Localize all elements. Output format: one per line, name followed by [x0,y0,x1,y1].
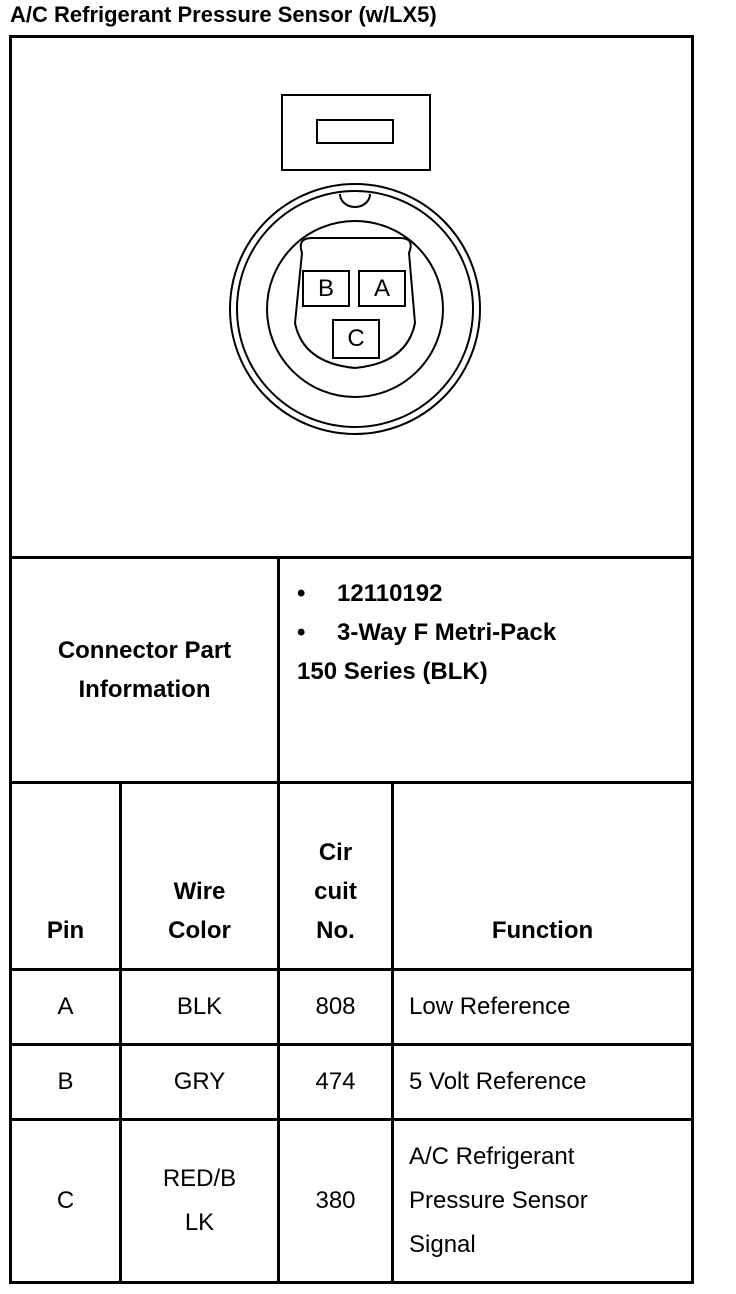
row-a-function-text: Low Reference [409,993,571,1020]
row-a-color-text: BLK [176,993,223,1020]
connector-latch-tab [282,95,430,170]
connector-inner-ring [237,191,473,427]
row-c-color-text-1: RED/B [162,1165,237,1192]
pin-label-b [302,270,350,307]
part-series: 150 Series (BLK) [297,658,488,685]
row-b-function-text: 5 Volt Reference [409,1068,587,1095]
part-info-label [12,559,277,781]
row-c-pin-text: C [56,1187,75,1214]
row-b-color-text: GRY [173,1068,226,1095]
pin-a-text: A [373,274,390,302]
header-cir-text: Cir [318,839,353,866]
frame-right-border [691,35,694,1284]
row-c-pin [12,1121,119,1281]
row-c-color [122,1121,277,1281]
header-color-text: Color [168,917,231,944]
row-b-pin [12,1046,119,1118]
row-c-function [394,1121,691,1281]
row-c-circuit [280,1121,391,1281]
row-a-pin [12,971,119,1043]
part-type: 3-Way F Metri-Pack [337,619,557,646]
header-pin-text: Pin [46,917,85,944]
row-a-circuit [280,971,391,1043]
header-function-text: Function [491,917,594,944]
part-number: 12110192 [337,580,443,607]
header-function [394,784,691,968]
part-info-label-line2: Information [78,676,211,703]
header-pin [12,784,119,968]
header-wire-color [122,784,277,968]
row-c-function-text-3: Signal [409,1231,476,1258]
row-a-color [122,971,277,1043]
bullet-1: • [297,580,306,607]
part-number-item [297,574,687,613]
header-wire-text: Wire [173,878,226,905]
part-info-list [297,574,687,652]
pin-label-a [358,270,406,307]
row-b-function [394,1046,691,1118]
row-a-circuit-text: 808 [315,993,356,1020]
page-title: A/C Refrigerant Pressure Sensor (w/LX5) [10,2,437,27]
pin-label-c [332,319,380,359]
row-c-circuit-text: 380 [315,1187,356,1214]
row-b-color [122,1046,277,1118]
row-a-function [394,971,691,1043]
header-cuit-text: cuit [314,878,357,905]
frame-bottom-border [9,1281,694,1284]
connector-diagram [12,38,691,556]
part-type-item [297,613,687,652]
row-c-function-text-1: A/C Refrigerant [409,1143,575,1170]
connector-latch-slot [317,120,393,143]
header-no-text: No. [316,917,355,944]
header-circuit [280,784,391,968]
row-b-circuit [280,1046,391,1118]
pin-c-text: C [347,325,365,352]
row-c-color-text-2: LK [184,1209,215,1236]
part-info-label-line1: Connector Part [57,637,232,664]
row-b-pin-text: B [57,1068,74,1095]
row-b-circuit-text: 474 [315,1068,356,1095]
part-info-details [297,574,687,774]
pin-b-text: B [317,274,334,302]
bullet-2: • [297,619,306,646]
row-a-pin-text: A [57,993,74,1020]
row-c-function-text-2: Pressure Sensor [409,1187,588,1214]
